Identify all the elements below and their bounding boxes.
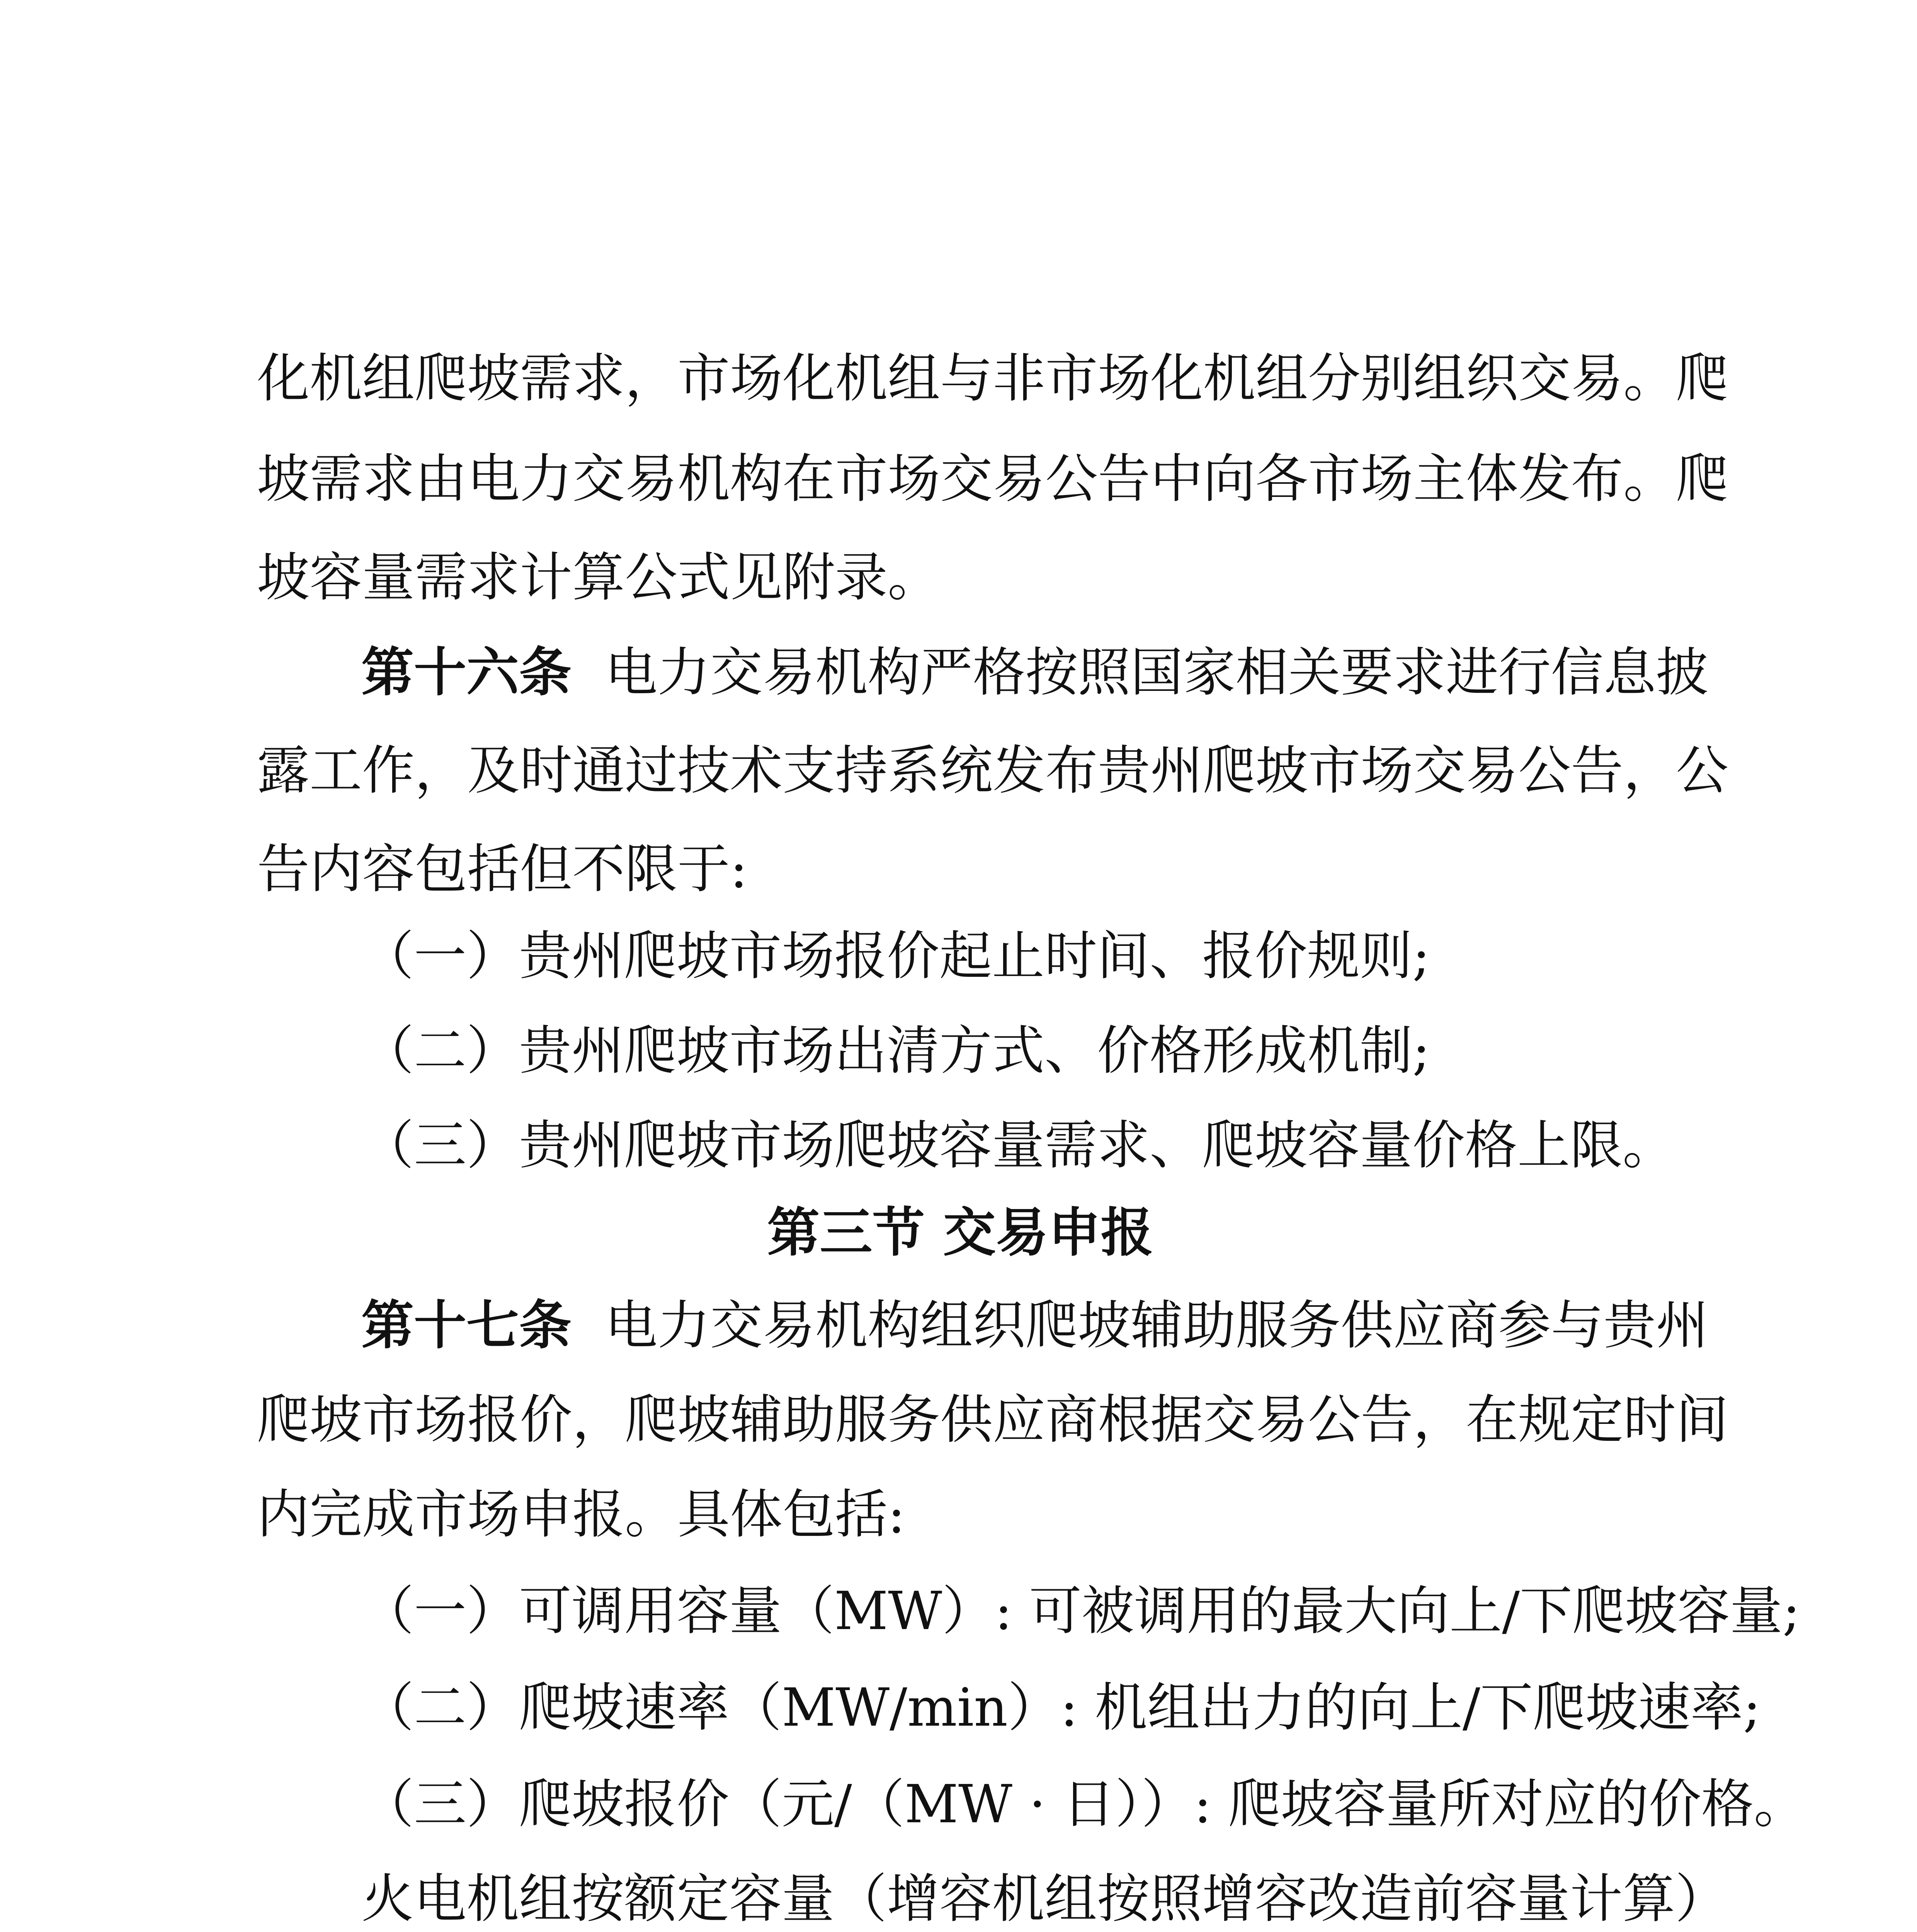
text-line: 坡容量需求计算公式见附录。 (257, 547, 940, 608)
text-line: 坡需求由电力交易机构在市场交易公告中向各市场主体发布。爬 (257, 449, 1728, 510)
text-line: 爬坡市场报价，爬坡辅助服务供应商根据交易公告，在规定时间 (257, 1389, 1728, 1451)
list-item: （二）爬坡速率（MW/min）: 机组出力的向上/下爬坡速率; (361, 1677, 1761, 1738)
text-line: 火电机组按额定容量（增容机组按照增容改造前容量计算） (361, 1869, 1728, 1930)
list-item: （一）贵州爬坡市场报价起止时间、报价规则; (361, 926, 1430, 987)
list-item: （一）可调用容量（MW）: 可被调用的最大向上/下爬坡容量; (361, 1581, 1800, 1642)
article-17-text: 电力交易机构组织爬坡辅助服务供应商参与贵州 (605, 1295, 1709, 1356)
list-item: （二）贵州爬坡市场出清方式、价格形成机制; (361, 1020, 1430, 1082)
text-line: 告内容包括但不限于: (257, 839, 748, 900)
text-line: 露工作，及时通过技术支持系统发布贵州爬坡市场交易公告，公 (257, 740, 1728, 801)
list-item: （三）爬坡报价（元/（MW · 日））: 爬坡容量所对应的价格。 (361, 1774, 1806, 1835)
article-17-first-line (361, 1294, 1709, 1357)
article-16-first-line (361, 641, 1709, 704)
text-line: 化机组爬坡需求，市场化机组与非市场化机组分别组织交易。爬 (257, 348, 1728, 409)
list-item: （三）贵州爬坡市场爬坡容量需求、爬坡容量价格上限。 (361, 1115, 1675, 1176)
text-line: 内完成市场申报。具体包括: (257, 1484, 905, 1545)
article-16-label: 第十六条 (361, 641, 572, 703)
article-16-text: 电力交易机构严格按照国家相关要求进行信息披 (605, 642, 1709, 703)
section-heading: 第三节 交易申报 (767, 1202, 1153, 1264)
article-17-label: 第十七条 (361, 1294, 572, 1356)
